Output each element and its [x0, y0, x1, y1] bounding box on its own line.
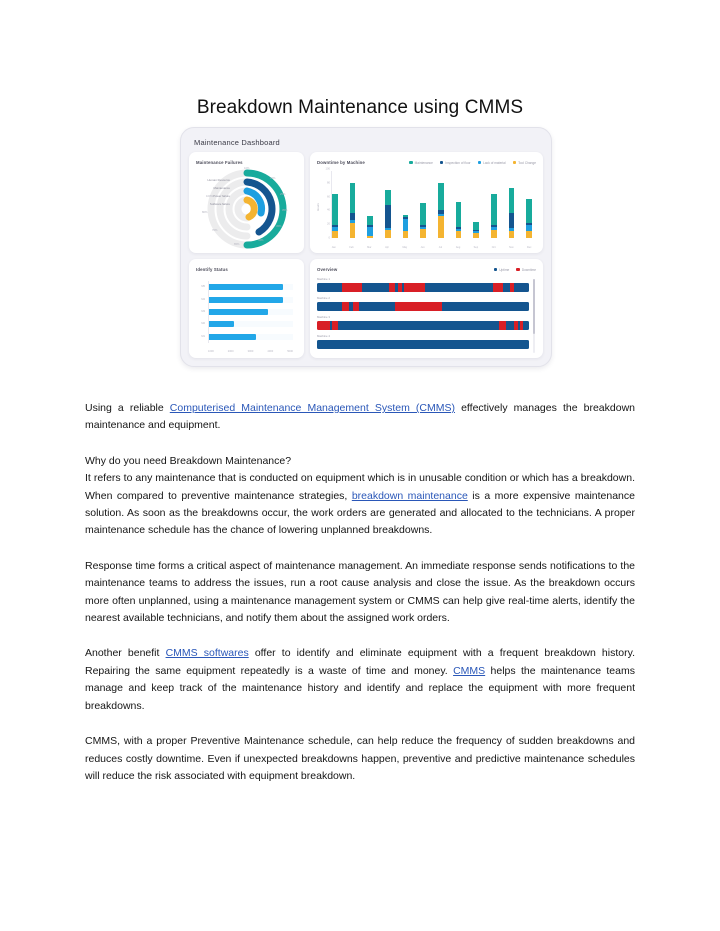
panel-maintenance-failures [189, 152, 304, 253]
category-label: M5 [201, 285, 205, 289]
legend-item[interactable] [478, 161, 506, 165]
radial-chart [196, 167, 297, 251]
x-tick-label: 5000 [287, 350, 293, 353]
y-tick-label: 40 [327, 208, 330, 212]
x-tick-label: Apr [385, 246, 389, 249]
bar-segment [420, 229, 426, 238]
machine-label: Machine 3 [317, 315, 330, 320]
inline-link[interactable]: breakdown maintenance [351, 489, 468, 502]
legend-label: Lack of material [483, 160, 506, 165]
radial-tick-0: 10% [244, 167, 250, 170]
y-tick-label: 100 [325, 167, 330, 171]
bar-segment [509, 231, 515, 238]
x-tick-label: 3000 [247, 350, 254, 353]
stacked-bar[interactable] [350, 171, 356, 238]
stacked-bar[interactable] [456, 171, 462, 238]
overview-rows [317, 277, 536, 349]
panel-title: Identify Status [196, 267, 228, 272]
timeline-segment [404, 283, 425, 292]
timeline-segment [442, 302, 529, 311]
paragraph-5: CMMS, with a proper Preventive Maintenance schedule, can help reduce the frequency of sudden breakdowns and reduces costly downtime. Even if unexpected breakdowns happen, preventive and predictive maintenance schedules will reduce the risk associated with equipment breakdown. [85, 735, 635, 782]
legend-label: Maintenance [414, 160, 433, 165]
timeline-track [317, 283, 529, 292]
x-tick-label: Sep [473, 246, 479, 249]
y-axis-label: Hours [316, 203, 320, 211]
x-tick-label: Jan [331, 246, 336, 249]
stacked-bar[interactable] [385, 171, 391, 238]
bar-segment [473, 222, 479, 230]
paragraph-3: Response time forms a critical aspect of maintenance management. An immediate response sends notifications to the maintenance teams to address the issues, run a root cause analysis and close the issue. As the breakdown occurs more often unplanned, using a maintenance management system or CMMS can help give real-time alerts, identify the nearest available technicians, and notify them about the assigned work orders. [85, 559, 635, 625]
paragraph-2: Why do you need Breakdown Maintenance? It refers to any maintenance that is conducted on equipment which is in unusable condition or which has a breakdown. When compared to preventive maintenance strategies, breakdown maintenance is a more expensive maintenance solution. As soon as the breakdowns occur, the work orders are generated and allocated to the technicians. A proper maintenance schedule has the chance of lowering unplanned breakdowns. [85, 454, 635, 537]
bar-segment [491, 230, 497, 238]
category-label: M2 [201, 322, 205, 326]
timeline-segment [395, 302, 442, 311]
overview-row[interactable] [317, 334, 536, 349]
bar-segment [385, 205, 391, 228]
x-tick-label: Jul [438, 246, 442, 249]
timeline-segment [514, 283, 529, 292]
timeline-segment [425, 283, 493, 292]
legend-swatch-icon [513, 161, 517, 165]
dashboard-figure [180, 127, 552, 367]
bar-segment [385, 190, 391, 204]
downtime-chart [317, 169, 536, 251]
legend-swatch-icon [478, 161, 482, 165]
bar-segment [456, 231, 462, 238]
radial-tick-2: 25% [280, 193, 286, 196]
bar-segment [509, 213, 515, 228]
stacked-bar[interactable] [403, 171, 409, 238]
timeline-segment [338, 321, 499, 330]
stacked-bar[interactable] [491, 171, 497, 238]
y-tick-label: 0 [328, 236, 330, 240]
machine-label: Machine 1 [317, 277, 330, 281]
paragraph-4: Another benefit CMMS softwares offer to identify and eliminate equipment with a frequent breakdown history. Repairing the same equipment repeatedly is a waste of time and money. CMMS helps the maintenance teams manage and keep track of the maintenance history and identify and replace the equipment with more frequent breakdowns. [85, 647, 635, 712]
radial-tick-7: 70% [212, 229, 218, 232]
downtime-legend [409, 161, 536, 165]
panel-header [196, 265, 297, 274]
x-axis-labels [331, 246, 532, 249]
legend-item[interactable] [494, 268, 510, 272]
bar-segment [385, 230, 391, 238]
bar-segment [403, 231, 409, 238]
bar-segment [367, 236, 373, 238]
status-bar-row[interactable] [209, 297, 293, 303]
timeline-segment [342, 283, 361, 292]
bar-segment [332, 231, 338, 238]
x-tick-label: 1000 [208, 350, 214, 353]
legend-item[interactable] [516, 268, 536, 272]
x-tick-label: Aug [455, 246, 461, 249]
timeline-segment [359, 302, 395, 311]
x-tick-label: Oct [491, 246, 496, 249]
panel-header [317, 158, 536, 167]
status-bar [209, 334, 256, 340]
downtime-bars [328, 171, 532, 240]
overview-scrollbar[interactable] [533, 279, 535, 353]
stacked-bar[interactable] [332, 171, 338, 238]
bar-segment [403, 219, 409, 232]
legend-item[interactable] [440, 161, 471, 165]
stacked-bar[interactable] [526, 171, 532, 238]
legend-label: Downtime [521, 267, 536, 272]
timeline-segment [362, 283, 390, 292]
overview-row[interactable] [317, 296, 536, 311]
legend-swatch-icon [516, 268, 520, 272]
timeline-segment [506, 321, 514, 330]
x-tick-label: Jun [420, 246, 425, 249]
timeline-track [317, 321, 529, 330]
status-bar-row[interactable] [209, 321, 293, 327]
status-bars [208, 281, 293, 343]
radial-label-3: Software failure [209, 202, 230, 206]
stacked-bar[interactable] [473, 171, 479, 238]
radial-label-2: Power failure [213, 194, 230, 198]
legend-label: Tool Change [518, 160, 536, 165]
bar-segment [473, 233, 479, 238]
overview-row[interactable] [317, 315, 536, 330]
scrollbar-thumb[interactable] [533, 279, 535, 334]
panel-header [196, 158, 297, 167]
radial-label-1: Maintenance [213, 186, 230, 190]
overview-legend [494, 268, 536, 272]
radial-label-0: Human Resource [207, 178, 230, 182]
bar-segment [526, 199, 532, 223]
bar-segment [491, 194, 497, 224]
bar-segment [526, 231, 532, 238]
timeline-segment [317, 321, 330, 330]
bar-segment [438, 216, 444, 238]
x-tick-label: 4000 [267, 350, 274, 353]
dashboard-title: Maintenance Dashboard [194, 138, 280, 147]
machine-label: Machine 4 [317, 334, 330, 339]
timeline-track [317, 302, 529, 311]
radial-tick-1: 15% [270, 177, 276, 180]
identify-status-chart [196, 277, 297, 355]
panel-overview [310, 259, 543, 358]
bar-segment [509, 188, 515, 213]
x-tick-label: May [402, 246, 408, 249]
radial-tick-4: 45% [276, 225, 282, 228]
x-tick-label: Mar [367, 246, 372, 249]
category-label: M1 [201, 334, 205, 338]
bar-segment [367, 227, 373, 236]
overview-timelines [317, 277, 536, 355]
stacked-bar[interactable] [367, 171, 373, 238]
x-tick-label: 2000 [227, 350, 234, 353]
radial-tick-6: 65% [234, 243, 240, 246]
legend-item[interactable] [513, 161, 536, 165]
panel-title: Maintenance Failures [196, 160, 243, 165]
dashboard-window [180, 127, 552, 367]
status-bar [209, 297, 283, 303]
page-title: Breakdown Maintenance using CMMS [196, 96, 524, 118]
status-bar-row[interactable] [209, 309, 293, 315]
radial-tick-5: 55% [258, 239, 264, 242]
overview-row[interactable] [317, 277, 536, 292]
bar-segment [350, 183, 356, 213]
x-tick-label: Feb [349, 246, 354, 249]
article-body [85, 400, 635, 785]
dashboard-grid [189, 152, 543, 355]
legend-swatch-icon [440, 161, 444, 165]
category-label: M3 [201, 309, 205, 313]
radial-tick-8: 80% [202, 211, 208, 214]
inline-link[interactable]: Computerised Maintenance Management System (CMMS) [169, 402, 455, 414]
radial-tick-9: 100% [206, 195, 213, 198]
stacked-bar[interactable] [420, 171, 426, 238]
bar-segment [456, 202, 462, 227]
bar-segment [350, 223, 356, 238]
timeline-segment [317, 302, 342, 311]
category-label: M4 [201, 297, 205, 301]
bar-segment [332, 194, 338, 224]
y-tick-label: 80 [327, 181, 330, 185]
legend-label: Inspection of floor [445, 160, 471, 165]
bar-segment [438, 183, 444, 210]
panel-identify-status [189, 259, 304, 358]
legend-label: Uptime [499, 267, 510, 272]
category-labels [196, 281, 207, 343]
y-tick-label: 20 [327, 222, 330, 226]
y-axis-ticks [322, 169, 330, 238]
panel-downtime-by-machine [310, 152, 543, 253]
status-bar-row[interactable] [209, 284, 293, 290]
status-bar [209, 321, 234, 327]
panel-title: Downtime by Machine [317, 160, 365, 165]
status-bar [209, 284, 283, 290]
status-bar-row[interactable] [209, 334, 293, 340]
panel-title: Overview [317, 267, 338, 272]
stacked-bar[interactable] [438, 171, 444, 238]
inline-link[interactable]: CMMS [453, 664, 486, 677]
bar-segment [350, 213, 356, 220]
legend-swatch-icon [409, 161, 413, 165]
radial-tick-3: 35% [282, 209, 288, 212]
bar-segment [420, 203, 426, 226]
inline-link[interactable]: CMMS softwares [165, 647, 249, 660]
y-tick-label: 60 [327, 195, 330, 199]
bar-segment [367, 216, 373, 225]
paragraph-1: Using a reliable Computerised Maintenance Management System (CMMS) effectively manages the breakdown maintenance and equipment. [85, 402, 635, 432]
x-tick-label: Nov [509, 246, 514, 249]
x-tick-label: Dec [526, 246, 532, 249]
panel-header [317, 265, 536, 274]
timeline-segment [317, 283, 342, 292]
status-bar [209, 309, 268, 315]
timeline-track [317, 340, 529, 349]
x-axis-ticks [208, 350, 293, 353]
timeline-segment [523, 321, 529, 330]
stacked-bar[interactable] [509, 171, 515, 238]
legend-item[interactable] [409, 161, 433, 165]
machine-label: Machine 2 [317, 296, 330, 301]
legend-swatch-icon [494, 268, 498, 272]
timeline-segment [317, 340, 529, 349]
timeline-segment [493, 283, 504, 292]
